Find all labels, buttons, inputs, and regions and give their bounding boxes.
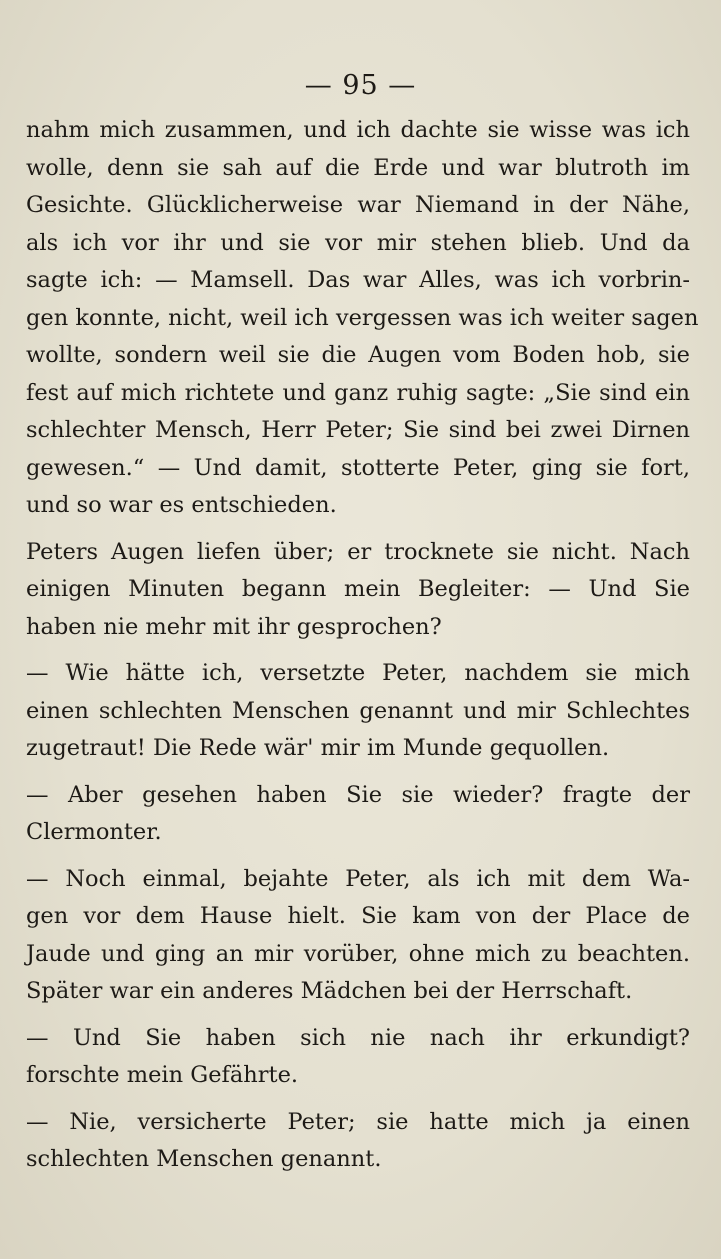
paragraph (26, 655, 690, 768)
text-line: gewesen.“ — Und damit, stotterte Peter, ging sie fort, (26, 454, 690, 481)
text-line: sagte ich: — Mamsell. Das war Alles, was ich vorbrin- (26, 267, 690, 293)
text-line: fest auf mich richtete und ganz ruhig sagte: „Sie sind ein (26, 379, 690, 406)
text-line: schlechter Mensch, Herr Peter; Sie sind bei zwei Dirnen (26, 417, 690, 443)
paragraph (26, 112, 699, 525)
text-line: wolle, denn sie sah auf die Erde und war blutroth im (26, 154, 690, 181)
text-line: — Noch einmal, bejahte Peter, als ich mit dem Wa- (26, 865, 690, 892)
body-text (26, 112, 699, 1179)
text-line: — Nie, versicherte Peter; sie hatte mich ja einen (26, 1108, 690, 1135)
text-line: Später war ein anderes Mädchen bei der Herrschaft. (26, 978, 633, 1004)
text-line: nahm mich zusammen, und ich dachte sie wisse was ich (26, 117, 690, 143)
text-line: gen vor dem Hause hielt. Sie kam von der Place de (26, 903, 690, 929)
paragraph (26, 1020, 690, 1095)
text-line: Jaude und ging an mir vorüber, ohne mich zu beachten. (26, 940, 690, 967)
page-number: — 95 — (304, 70, 417, 101)
text-line: einigen Minuten begann mein Begleiter: — Und Sie (26, 576, 690, 602)
text-line: einen schlechten Menschen genannt und mir Schlechtes (26, 697, 690, 724)
text-line: und so war es entschieden. (26, 492, 337, 518)
paragraph (26, 534, 690, 647)
paragraph (26, 861, 690, 1011)
text-line: Gesichte. Glücklicherweise war Niemand in der Nähe, (26, 192, 690, 218)
paragraph (26, 1104, 690, 1179)
paragraph (26, 777, 690, 852)
text-line: wollte, sondern weil sie die Augen vom Boden hob, sie (26, 342, 690, 368)
text-line: Clermonter. (26, 819, 162, 845)
text-line: zugetraut! Die Rede wär' mir im Munde gequollen. (26, 735, 610, 761)
text-line: schlechten Menschen genannt. (26, 1146, 382, 1172)
text-line: forschte mein Gefährte. (26, 1062, 299, 1088)
text-line: gen konnte, nicht, weil ich vergessen was ich weiter sagen (26, 304, 699, 331)
text-line: — Und Sie haben sich nie nach ihr erkundigt? (26, 1024, 690, 1051)
text-line: Peters Augen liefen über; er trocknete sie nicht. Nach (26, 538, 690, 565)
text-line: — Aber gesehen haben Sie sie wieder? fragte der (26, 781, 690, 808)
text-line: als ich vor ihr und sie vor mir stehen blieb. Und da (26, 229, 690, 256)
text-line: — Wie hätte ich, versetzte Peter, nachdem sie mich (26, 660, 690, 686)
text-line: haben nie mehr mit ihr gesprochen? (26, 613, 442, 640)
